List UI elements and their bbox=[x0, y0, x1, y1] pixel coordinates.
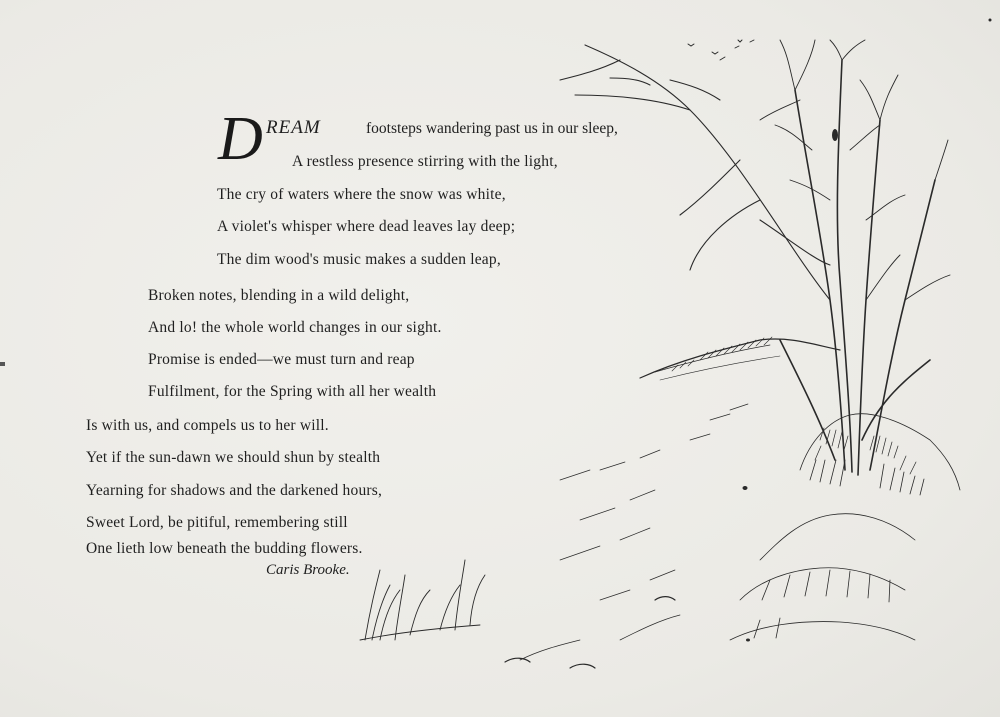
poem-line-9: Fulfilment, for the Spring with all her wealth bbox=[148, 383, 437, 400]
first-word-small-caps: REAM bbox=[266, 117, 321, 138]
drop-cap: D bbox=[218, 105, 263, 173]
birds bbox=[688, 40, 742, 54]
tree-trunks bbox=[780, 60, 935, 475]
ground-marks bbox=[505, 597, 675, 668]
poem-line-12: Yearning for shadows and the darkened hours, bbox=[86, 482, 383, 499]
snow-slope bbox=[520, 404, 748, 660]
ink-accents bbox=[743, 19, 992, 642]
poem-line-10: Is with us, and compels us to her will. bbox=[86, 417, 329, 434]
poem-line-8: Promise is ended—we must turn and reap bbox=[148, 351, 415, 368]
hill-outline bbox=[640, 339, 840, 378]
poem-line-3: The cry of waters where the snow was white, bbox=[217, 186, 506, 203]
poem-line-2: A restless presence stirring with the light, bbox=[292, 153, 558, 170]
poem-line-4: A violet's whisper where dead leaves lay deep; bbox=[217, 218, 516, 235]
left-branch bbox=[560, 45, 830, 300]
foreground-grass bbox=[360, 560, 485, 640]
author-signature: Caris Brooke. bbox=[266, 562, 350, 578]
poem-line-11: Yet if the sun-dawn we should shun by stealth bbox=[86, 449, 381, 466]
poem-line-7: And lo! the whole world changes in our sight. bbox=[148, 319, 442, 336]
poem-line-14: One lieth low beneath the budding flowers. bbox=[86, 540, 363, 557]
dense-shading bbox=[815, 428, 916, 474]
poem-line-13: Sweet Lord, be pitiful, remembering still bbox=[86, 514, 348, 531]
poem-line-5: The dim wood's music makes a sudden leap, bbox=[217, 251, 501, 268]
poem-line-6: Broken notes, blending in a wild delight, bbox=[148, 287, 410, 304]
poem-line-1: footsteps wandering past us in our sleep, bbox=[366, 120, 618, 137]
